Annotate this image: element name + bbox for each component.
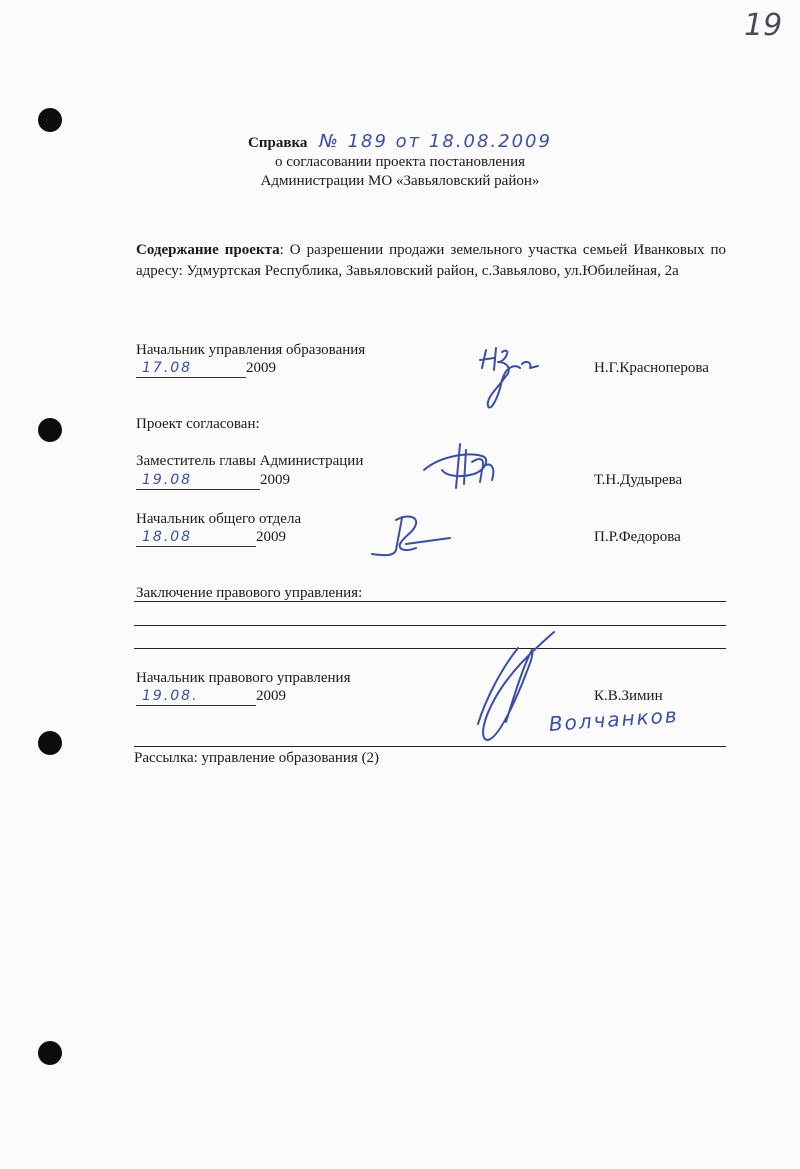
legal-name: К.В.Зимин (594, 688, 663, 704)
punch-hole-2 (38, 418, 62, 442)
handwritten-date-2: 19.08 (142, 472, 193, 488)
conclusion-rule-1 (134, 601, 726, 602)
approval-name-3: П.Р.Федорова (594, 529, 681, 545)
handwritten-date-1: 17.08 (142, 360, 193, 376)
legal-conclusion-label: Заключение правового управления: (136, 585, 363, 601)
handwritten-extra-signature: Волчанков (548, 702, 680, 736)
page-number: 19 (744, 8, 783, 43)
approval-position-1: Начальник управления образования (136, 342, 366, 358)
signature-icon-2 (420, 436, 510, 496)
distribution-rule (134, 746, 726, 747)
approval-position-3: Начальник общего отдела (136, 511, 302, 527)
conclusion-rule-3 (134, 648, 726, 649)
title-subline-2: Администрации МО «Завьяловский район» (260, 173, 540, 189)
title-label: Справка (248, 135, 308, 151)
approval-name-2: Т.Н.Дудырева (594, 472, 683, 488)
signature-icon-3 (366, 510, 456, 562)
legal-position: Начальник правового управления (136, 670, 351, 686)
legal-year: 2009 (256, 688, 286, 704)
handwritten-date-3: 18.08 (142, 529, 193, 545)
punch-hole-4 (38, 1041, 62, 1065)
approval-position-2: Заместитель главы Администрации (136, 453, 364, 469)
conclusion-rule-2 (134, 625, 726, 626)
approval-date-2 (136, 471, 290, 490)
punch-hole-1 (38, 108, 62, 132)
distribution: Рассылка: управление образования (2) (134, 750, 380, 766)
signature-icon-1 (472, 340, 562, 415)
document-title (0, 131, 800, 152)
legal-date (136, 687, 286, 706)
content-label: Содержание проекта (136, 242, 280, 258)
approval-year-3: 2009 (256, 529, 286, 545)
agreed-label: Проект согласован: (136, 416, 260, 432)
handwritten-date-legal: 19.08. (142, 688, 199, 704)
handwritten-ref: № 189 от 18.08.2009 (319, 131, 552, 152)
approval-year-2: 2009 (260, 472, 290, 488)
approval-name-1: Н.Г.Красноперова (594, 360, 709, 376)
approval-year-1: 2009 (246, 360, 276, 376)
punch-hole-3 (38, 731, 62, 755)
approval-date-3 (136, 528, 286, 547)
project-content (136, 240, 726, 282)
title-subline-1: о согласовании проекта постановления (274, 154, 526, 170)
approval-date-1 (136, 359, 276, 378)
content-text: : О разрешении продажи земельного участка семьей Иванковых по адресу: Удмуртская Республика, Завьяловский район, с.Завьялово, ул.Юбилейная, 2а (136, 242, 726, 279)
